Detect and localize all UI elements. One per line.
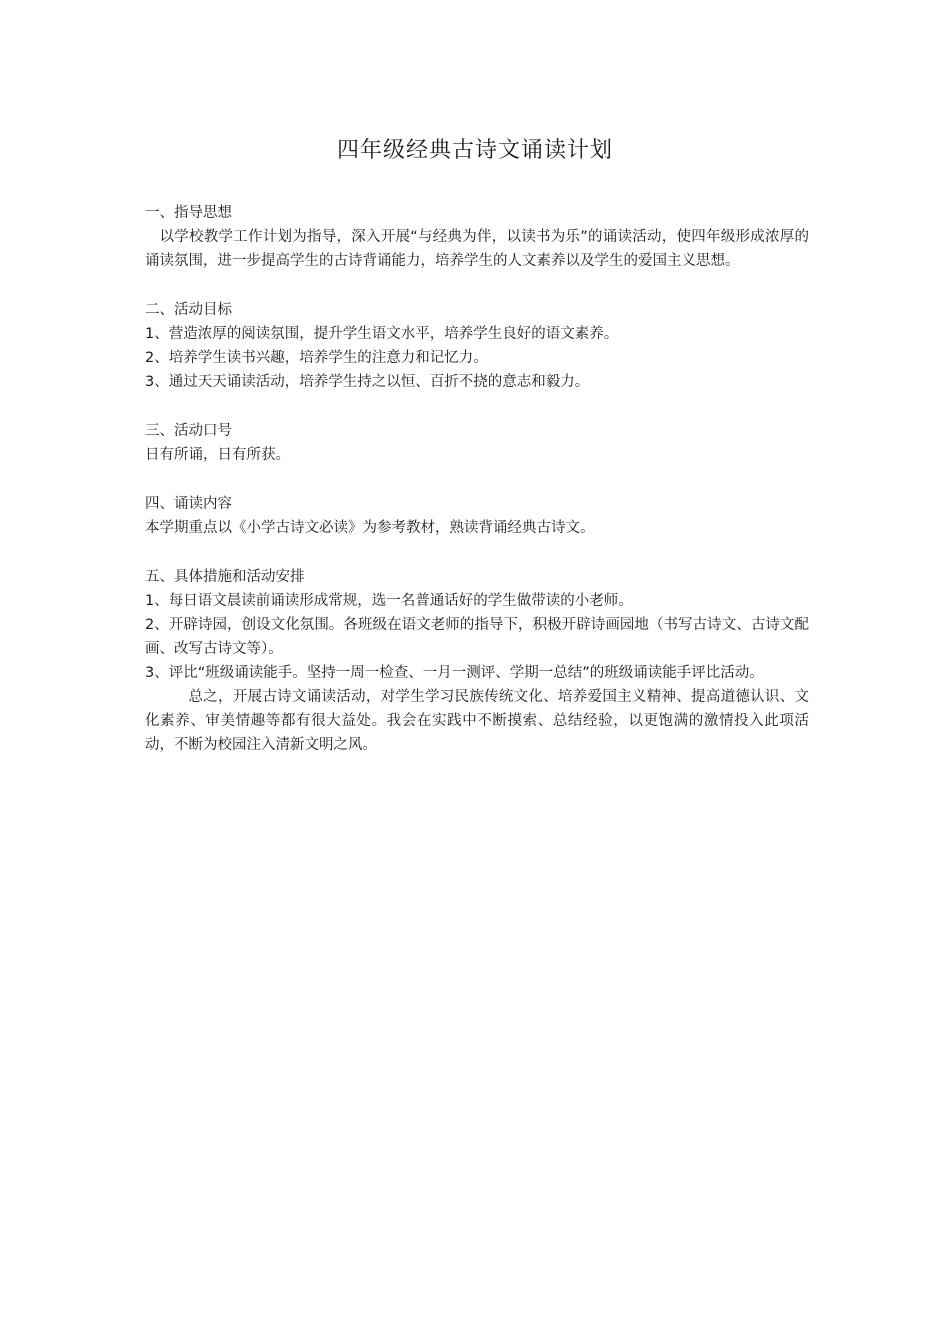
document-body bbox=[145, 201, 809, 782]
section-activity-goals bbox=[145, 298, 809, 394]
list-item: 1、营造浓厚的阅读氛围，提升学生语文水平，培养学生良好的语文素养。 bbox=[145, 326, 619, 342]
goals-list bbox=[145, 322, 809, 394]
section-heading: 三、活动口号 bbox=[145, 423, 232, 439]
page-title: 四年级经典古诗文诵读计划 bbox=[336, 138, 613, 163]
section-activity-slogan bbox=[145, 419, 809, 467]
section-heading: 四、诵读内容 bbox=[145, 496, 232, 512]
list-item: 3、评比“班级诵读能手。坚持一周一检查、一月一测评、学期一总结”的班级诵读能手评比活动。 bbox=[145, 665, 764, 681]
section-heading: 二、活动目标 bbox=[145, 302, 232, 318]
section-paragraph: 本学期重点以《小学古诗文必读》为参考教材，熟读背诵经典古诗文。 bbox=[145, 520, 595, 536]
section-guiding-ideology bbox=[145, 201, 809, 273]
section-paragraph: 日有所诵，日有所获。 bbox=[145, 447, 290, 463]
section-heading: 五、具体措施和活动安排 bbox=[145, 569, 305, 585]
list-item: 2、培养学生读书兴趣，培养学生的注意力和记忆力。 bbox=[145, 350, 488, 366]
section-paragraph: 以学校教学工作计划为指导，深入开展“与经典为伴，以读书为乐”的诵读活动，使四年级形成浓厚的诵读氛围，进一步提高学生的古诗背诵能力，培养学生的人文素养以及学生的爱国主义思想。 bbox=[145, 229, 809, 269]
section-reading-content bbox=[145, 492, 809, 540]
list-item: 3、通过天天诵读活动，培养学生持之以恒、百折不挠的意志和毅力。 bbox=[145, 374, 590, 390]
section-heading: 一、指导思想 bbox=[145, 205, 232, 221]
conclusion-paragraph: 总之，开展古诗文诵读活动，对学生学习民族传统文化、培养爱国主义精神、提高道德认识、文化素养、审美情趣等都有很大益处。我会在实践中不断摸索、总结经验，以更饱满的激情投入此项活动，不断为校园注入清新文明之风。 bbox=[145, 689, 809, 753]
measures-list bbox=[145, 589, 809, 685]
list-item: 1、每日语文晨读前诵读形成常规，选一名普通话好的学生做带读的小老师。 bbox=[145, 593, 633, 609]
list-item: 2、开辟诗园，创设文化氛围。各班级在语文老师的指导下，积极开辟诗画园地（书写古诗文、古诗文配画、改写古诗文等）。 bbox=[145, 617, 809, 657]
section-measures-arrangements bbox=[145, 565, 809, 757]
